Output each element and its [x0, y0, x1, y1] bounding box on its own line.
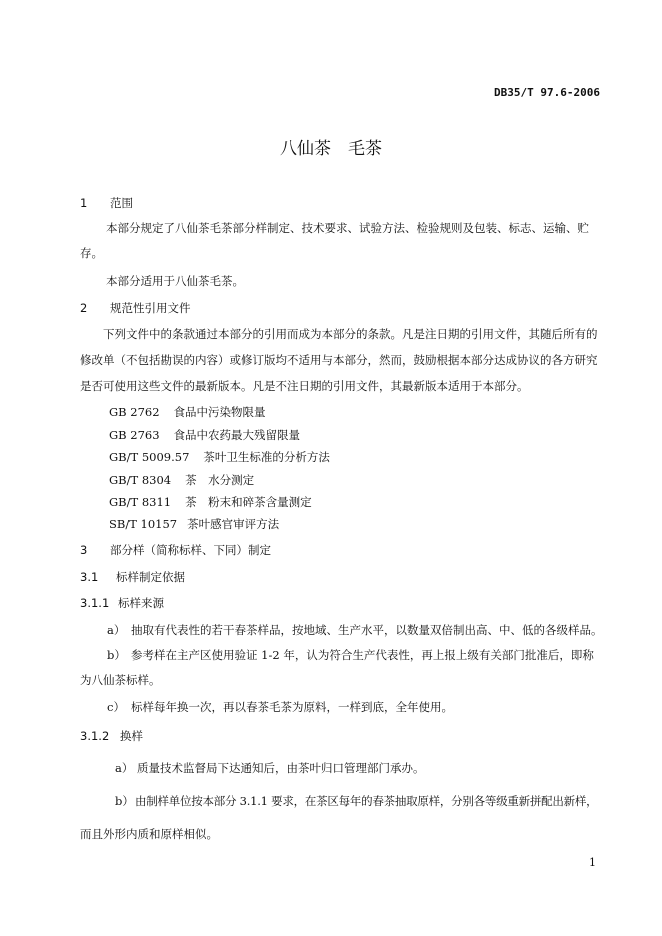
list-marker: a）	[115, 761, 134, 775]
reference-code: GB/T 5009.57	[109, 450, 190, 464]
section-3-1-1-heading	[80, 595, 164, 611]
section-title: 标样制定依据	[116, 570, 185, 584]
list-item	[107, 622, 603, 638]
list-marker: c）	[107, 700, 125, 714]
reference-code: GB/T 8304	[109, 473, 172, 487]
reference-name: 食品中污染物限量	[173, 405, 266, 419]
section-title: 换样	[120, 729, 143, 743]
list-marker: a）	[107, 623, 126, 637]
standard-code: DB35/T 97.6-2006	[494, 86, 600, 99]
paragraph-line: 存。	[80, 246, 103, 260]
section-title: 部分样（简称标样、下同）制定	[110, 543, 271, 557]
paragraph-line: 本部分适用于八仙茶毛茶。	[106, 274, 244, 288]
reference-code: GB/T 8311	[109, 495, 172, 509]
reference-item	[109, 472, 254, 488]
paragraph-line: 下列文件中的条款通过本部分的引用而成为本部分的条款。凡是注日期的引用文件，其随后所有的	[103, 327, 598, 341]
list-marker: b）	[115, 794, 134, 808]
list-item	[107, 699, 453, 715]
section-1-heading	[80, 195, 133, 211]
list-text: 质量技术监督局下达通知后，由茶叶归口管理部门承办。	[137, 761, 425, 775]
reference-item	[109, 516, 279, 532]
reference-code: GB 2762	[109, 405, 160, 419]
reference-name: 茶 水分测定	[185, 473, 255, 487]
section-number: 3.1.2	[80, 729, 110, 743]
list-text: 参考样在主产区使用验证 1-2 年，认为符合生产代表性，再上报上级有关部门批准后，即称	[131, 648, 594, 662]
section-title: 范围	[110, 196, 133, 210]
section-title: 标样来源	[118, 596, 164, 610]
section-3-heading	[80, 542, 271, 558]
reference-item	[109, 404, 266, 420]
paragraph-line: 是否可使用这些文件的最新版本。凡是不注日期的引用文件，其最新版本适用于本部分。	[80, 379, 529, 393]
list-item	[115, 760, 425, 776]
list-marker: b）	[107, 648, 126, 662]
reference-item	[109, 449, 330, 465]
section-number: 3.1	[80, 570, 99, 584]
list-text: 由制样单位按本部分 3.1.1 要求，在茶区每年的春茶抽取原样，分别各等级重新拼配出新样，	[135, 794, 598, 808]
list-text: 抽取有代表性的若干春茶样品，按地域、生产水平，以数量双倍制出高、中、低的各级样品。	[131, 623, 603, 637]
section-3-1-heading	[80, 569, 185, 585]
section-3-1-2-heading	[80, 728, 143, 744]
section-number: 2	[80, 301, 88, 315]
section-number: 3.1.1	[80, 596, 110, 610]
reference-name: 茶叶感官审评方法	[187, 517, 280, 531]
paragraph-line: 为八仙茶标样。	[80, 673, 161, 687]
section-2-heading	[80, 300, 191, 316]
document-title: 八仙茶 毛茶	[280, 139, 382, 159]
reference-item	[109, 427, 300, 443]
section-number: 1	[80, 196, 88, 210]
list-item	[115, 793, 597, 809]
paragraph-line: 本部分规定了八仙茶毛茶部分样制定、技术要求、试验方法、检验规则及包装、标志、运输、贮	[106, 221, 589, 235]
list-text: 标样每年换一次，再以春茶毛茶为原料，一样到底，全年使用。	[131, 700, 453, 714]
reference-name: 茶 粉末和碎茶含量测定	[185, 495, 312, 509]
reference-name: 茶叶卫生标准的分析方法	[203, 450, 330, 464]
paragraph-line: 修改单（不包括勘误的内容）或修订版均不适用与本部分，然而，鼓励根据本部分达成协议的各方研究	[80, 353, 598, 367]
paragraph-line: 而且外形内质和原样相似。	[80, 827, 218, 841]
list-item	[107, 647, 594, 663]
page-number: 1	[589, 856, 596, 869]
reference-code: SB/T 10157	[109, 517, 178, 531]
section-title: 规范性引用文件	[110, 301, 191, 315]
reference-item	[109, 494, 312, 510]
reference-code: GB 2763	[109, 428, 160, 442]
section-number: 3	[80, 543, 88, 557]
reference-name: 食品中农药最大残留限量	[173, 428, 301, 442]
